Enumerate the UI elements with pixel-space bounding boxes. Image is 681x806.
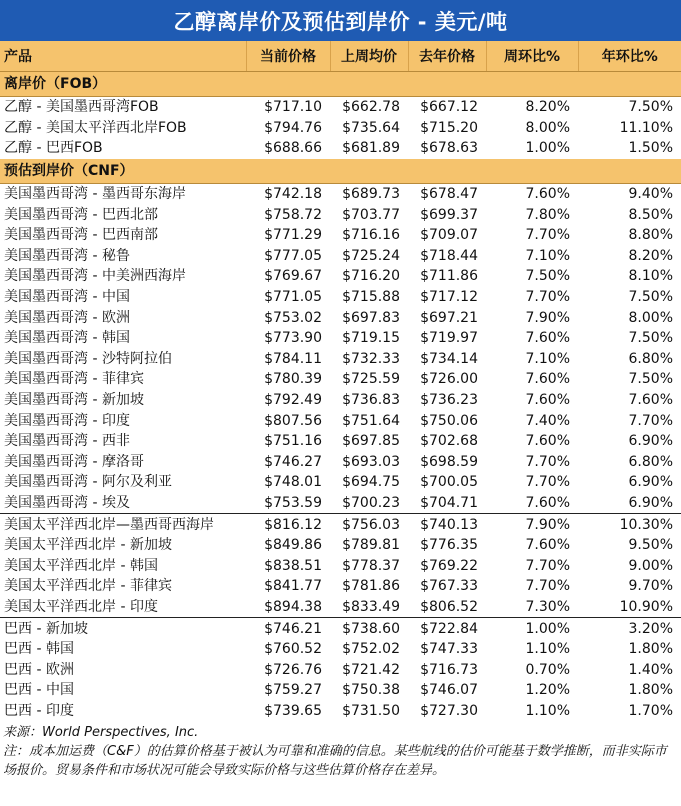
cell-wow-pct: 7.10% [525, 247, 570, 264]
table-row [0, 287, 681, 308]
cell-current-price: $777.05 [264, 247, 322, 264]
cell-last-year-price: $718.44 [420, 247, 478, 264]
cell-product: 美国墨西哥湾 - 墨西哥东海岸 [4, 186, 186, 203]
table-row [0, 369, 681, 390]
cell-current-price: $771.05 [264, 289, 322, 306]
cell-last-week-avg: $662.78 [342, 99, 400, 116]
cell-wow-pct: 7.80% [525, 206, 570, 223]
disclaimer-note: 注：成本加运费（C&F）的估算价格基于被认为可靠和准确的信息。某些航线的估价可能基于数学推断，而非实际市场报价。贸易条件和市场状况可能会导致实际价格与这些估算价格存在差异。 [3, 744, 667, 779]
table-row [0, 246, 681, 267]
cell-last-week-avg: $725.24 [342, 247, 400, 264]
cell-product: 美国墨西哥湾 - 秘鲁 [4, 247, 130, 264]
cell-last-week-avg: $700.23 [342, 494, 400, 511]
cell-wow-pct: 7.60% [525, 537, 570, 554]
cell-yoy-pct: 7.70% [628, 412, 673, 429]
table-row [0, 597, 681, 618]
cell-last-week-avg: $732.33 [342, 350, 400, 367]
table-row [0, 328, 681, 349]
cell-yoy-pct: 6.90% [628, 433, 673, 450]
cell-current-price: $792.49 [264, 392, 322, 409]
cell-yoy-pct: 1.70% [628, 702, 673, 719]
table-row [0, 97, 681, 118]
cell-product: 乙醇 - 美国墨西哥湾FOB [4, 99, 159, 116]
cell-yoy-pct: 7.50% [628, 330, 673, 347]
cell-last-week-avg: $693.03 [342, 453, 400, 470]
cell-last-week-avg: $716.20 [342, 268, 400, 285]
cell-last-week-avg: $750.38 [342, 682, 400, 699]
cell-wow-pct: 7.60% [525, 186, 570, 203]
cell-yoy-pct: 9.00% [628, 557, 673, 574]
footer [0, 721, 681, 780]
cell-last-year-price: $697.21 [420, 309, 478, 326]
cell-wow-pct: 1.10% [525, 641, 570, 658]
cell-last-year-price: $717.12 [420, 289, 478, 306]
table-row [0, 555, 681, 576]
cell-last-week-avg: $751.64 [342, 412, 400, 429]
cell-current-price: $759.27 [264, 682, 322, 699]
cell-yoy-pct: 6.80% [628, 453, 673, 470]
cell-product: 美国墨西哥湾 - 中美洲西海岸 [4, 268, 186, 285]
cell-yoy-pct: 1.80% [628, 682, 673, 699]
cell-last-year-price: $702.68 [420, 433, 478, 450]
cell-last-year-price: $747.33 [420, 641, 478, 658]
cell-wow-pct: 7.10% [525, 350, 570, 367]
cell-product: 美国墨西哥湾 - 欧洲 [4, 309, 130, 326]
cell-wow-pct: 7.70% [525, 227, 570, 244]
cell-yoy-pct: 1.40% [628, 661, 673, 678]
cell-current-price: $753.02 [264, 309, 322, 326]
cell-current-price: $746.27 [264, 453, 322, 470]
cell-product: 美国太平洋西北岸 - 新加坡 [4, 537, 172, 554]
cell-current-price: $841.77 [264, 578, 322, 595]
cell-last-week-avg: $681.89 [342, 140, 400, 157]
cell-wow-pct: 7.70% [525, 557, 570, 574]
cell-product: 美国太平洋西北岸—墨西哥西海岸 [0, 514, 246, 535]
column-header-row [0, 41, 681, 72]
table-row [0, 639, 681, 660]
cell-product: 美国墨西哥湾 - 西非 [4, 433, 130, 450]
cell-wow-pct: 1.00% [525, 140, 570, 157]
cell-last-year-price: $734.14 [420, 350, 478, 367]
cell-last-week-avg: $738.60 [330, 618, 408, 639]
cell-product: 美国墨西哥湾 - 阿尔及利亚 [4, 474, 172, 491]
cell-wow-pct: 0.70% [525, 661, 570, 678]
cell-current-price: $748.01 [264, 474, 322, 491]
section-header-row [0, 159, 681, 184]
cell-current-price: $726.76 [264, 661, 322, 678]
cell-last-week-avg: $756.03 [330, 514, 408, 535]
cell-yoy-pct: 7.50% [628, 99, 673, 116]
cell-product: 美国太平洋西北岸 - 印度 [4, 598, 158, 615]
cell-current-price: $771.29 [264, 227, 322, 244]
table-body [0, 72, 681, 722]
cell-yoy-pct: 7.50% [628, 289, 673, 306]
cell-wow-pct: 7.60% [525, 392, 570, 409]
cell-last-week-avg: $716.16 [342, 227, 400, 244]
table-row [0, 138, 681, 159]
cell-product: 美国墨西哥湾 - 巴西北部 [4, 206, 158, 223]
cell-last-week-avg: $721.42 [342, 661, 400, 678]
cell-yoy-pct: 8.20% [628, 247, 673, 264]
cell-product: 美国墨西哥湾 - 巴西南部 [4, 227, 158, 244]
cell-product: 美国墨西哥湾 - 印度 [4, 412, 130, 429]
cell-current-price: $773.90 [264, 330, 322, 347]
cell-wow-pct: 1.10% [525, 702, 570, 719]
table-row [0, 204, 681, 225]
cell-current-price: $780.39 [264, 371, 322, 388]
cell-product: 乙醇 - 巴西FOB [4, 140, 103, 157]
cell-last-week-avg: $689.73 [342, 186, 400, 203]
cell-product: 巴西 - 韩国 [4, 641, 74, 658]
cell-product: 美国太平洋西北岸 - 韩国 [4, 557, 158, 574]
cell-last-year-price: $699.37 [420, 206, 478, 223]
cell-wow-pct: 7.40% [525, 412, 570, 429]
cell-wow-pct: 8.00% [525, 119, 570, 136]
cell-product: 美国墨西哥湾 - 新加坡 [4, 392, 144, 409]
cell-last-year-price: $806.52 [420, 598, 478, 615]
cell-last-year-price: $767.33 [420, 578, 478, 595]
cell-current-price: $784.11 [264, 350, 322, 367]
cell-last-week-avg: $703.77 [342, 206, 400, 223]
price-table [0, 41, 681, 721]
cell-product: 乙醇 - 美国太平洋西北岸FOB [4, 119, 187, 136]
cell-product: 美国墨西哥湾 - 菲律宾 [4, 371, 144, 388]
table-row [0, 349, 681, 370]
table-row [0, 576, 681, 597]
cell-wow-pct: 1.20% [525, 682, 570, 699]
cell-wow-pct: 7.30% [525, 598, 570, 615]
column-header-yoy-pct: 年环比% [578, 41, 681, 72]
cell-wow-pct: 7.70% [525, 474, 570, 491]
cell-last-week-avg: $725.59 [342, 371, 400, 388]
cell-wow-pct: 7.90% [486, 514, 578, 535]
section-header: 离岸价（FOB） [0, 72, 681, 97]
cell-last-year-price: $750.06 [420, 412, 478, 429]
cell-last-year-price: $711.86 [420, 268, 478, 285]
table-row [0, 225, 681, 246]
cell-current-price: $769.67 [264, 268, 322, 285]
section-header: 预估到岸价（CNF） [0, 159, 681, 184]
cell-wow-pct: 7.60% [525, 330, 570, 347]
table-row [0, 659, 681, 680]
cell-wow-pct: 7.70% [525, 578, 570, 595]
cell-last-week-avg: $736.83 [342, 392, 400, 409]
cell-last-week-avg: $752.02 [342, 641, 400, 658]
cell-yoy-pct: 8.10% [628, 268, 673, 285]
cell-wow-pct: 7.60% [525, 371, 570, 388]
cell-current-price: $742.18 [264, 186, 322, 203]
table-row [0, 514, 681, 535]
cell-last-year-price: $678.63 [420, 140, 478, 157]
cell-last-week-avg: $833.49 [342, 598, 400, 615]
cell-yoy-pct: 6.80% [628, 350, 673, 367]
cell-current-price: $758.72 [264, 206, 322, 223]
cell-yoy-pct: 6.90% [628, 474, 673, 491]
page-title: 乙醇离岸价及预估到岸价 - 美元/吨 [0, 0, 681, 41]
cell-current-price: $717.10 [264, 99, 322, 116]
column-header-last-week-avg: 上周均价 [330, 41, 408, 72]
cell-last-year-price: $709.07 [420, 227, 478, 244]
cell-last-year-price: $698.59 [420, 453, 478, 470]
cell-current-price: $849.86 [264, 537, 322, 554]
cell-yoy-pct: 1.50% [628, 140, 673, 157]
cell-last-year-price: $716.73 [420, 661, 478, 678]
cell-yoy-pct: 7.50% [628, 371, 673, 388]
cell-last-year-price: $700.05 [420, 474, 478, 491]
table-row [0, 410, 681, 431]
cell-product: 美国墨西哥湾 - 韩国 [4, 330, 130, 347]
cell-last-year-price: $736.23 [420, 392, 478, 409]
cell-last-year-price: $727.30 [420, 702, 478, 719]
cell-wow-pct: 7.60% [525, 494, 570, 511]
cell-wow-pct: 7.90% [525, 309, 570, 326]
cell-product: 巴西 - 中国 [4, 682, 74, 699]
cell-yoy-pct: 11.10% [619, 119, 673, 136]
cell-last-year-price: $704.71 [420, 494, 478, 511]
cell-wow-pct: 8.20% [525, 99, 570, 116]
cell-current-price: $688.66 [264, 140, 322, 157]
cell-product: 巴西 - 新加坡 [0, 618, 246, 639]
cell-product: 美国墨西哥湾 - 埃及 [4, 494, 130, 511]
cell-product: 巴西 - 欧洲 [4, 661, 74, 678]
cell-last-year-price: $746.07 [420, 682, 478, 699]
cell-last-year-price: $722.84 [408, 618, 486, 639]
table-row [0, 535, 681, 556]
table-row [0, 472, 681, 493]
table-row [0, 390, 681, 411]
cell-current-price: $751.16 [264, 433, 322, 450]
cell-last-week-avg: $789.81 [342, 537, 400, 554]
cell-current-price: $739.65 [264, 702, 322, 719]
cell-wow-pct: 1.00% [486, 618, 578, 639]
cell-yoy-pct: 7.60% [628, 392, 673, 409]
cell-last-year-price: $678.47 [420, 186, 478, 203]
cell-wow-pct: 7.70% [525, 453, 570, 470]
cell-current-price: $807.56 [264, 412, 322, 429]
cell-last-week-avg: $719.15 [342, 330, 400, 347]
table-row [0, 431, 681, 452]
cell-last-week-avg: $731.50 [342, 702, 400, 719]
cell-last-year-price: $769.22 [420, 557, 478, 574]
cell-last-week-avg: $778.37 [342, 557, 400, 574]
cell-product: 美国墨西哥湾 - 沙特阿拉伯 [4, 350, 172, 367]
cell-yoy-pct: 9.70% [628, 578, 673, 595]
cell-yoy-pct: 3.20% [578, 618, 681, 639]
cell-yoy-pct: 10.90% [619, 598, 673, 615]
cell-yoy-pct: 8.80% [628, 227, 673, 244]
cell-last-year-price: $726.00 [420, 371, 478, 388]
cell-product: 美国墨西哥湾 - 中国 [4, 289, 130, 306]
cell-yoy-pct: 8.50% [628, 206, 673, 223]
cell-last-year-price: $667.12 [420, 99, 478, 116]
table-row [0, 493, 681, 514]
column-header-product: 产品 [0, 41, 246, 72]
source-note: 来源：World Perspectives, Inc. [3, 725, 199, 741]
cell-last-year-price: $715.20 [420, 119, 478, 136]
table-row [0, 701, 681, 722]
column-header-wow-pct: 周环比% [486, 41, 578, 72]
table-row [0, 680, 681, 701]
table-row [0, 618, 681, 639]
cell-yoy-pct: 9.40% [628, 186, 673, 203]
table-row [0, 183, 681, 204]
cell-product: 美国墨西哥湾 - 摩洛哥 [4, 453, 144, 470]
cell-last-week-avg: $715.88 [342, 289, 400, 306]
cell-yoy-pct: 6.90% [628, 494, 673, 511]
cell-last-week-avg: $781.86 [342, 578, 400, 595]
cell-yoy-pct: 1.80% [628, 641, 673, 658]
cell-last-year-price: $740.13 [408, 514, 486, 535]
column-header-last-year-price: 去年价格 [408, 41, 486, 72]
cell-wow-pct: 7.60% [525, 433, 570, 450]
column-header-current-price: 当前价格 [246, 41, 330, 72]
cell-last-year-price: $776.35 [420, 537, 478, 554]
cell-product: 巴西 - 印度 [4, 702, 74, 719]
cell-current-price: $753.59 [264, 494, 322, 511]
table-row [0, 452, 681, 473]
cell-wow-pct: 7.70% [525, 289, 570, 306]
cell-current-price: $894.38 [264, 598, 322, 615]
cell-last-week-avg: $735.64 [342, 119, 400, 136]
cell-yoy-pct: 8.00% [628, 309, 673, 326]
cell-yoy-pct: 10.30% [578, 514, 681, 535]
cell-current-price: $816.12 [246, 514, 330, 535]
cell-product: 美国太平洋西北岸 - 菲律宾 [4, 578, 172, 595]
table-row [0, 307, 681, 328]
cell-wow-pct: 7.50% [525, 268, 570, 285]
cell-last-week-avg: $694.75 [342, 474, 400, 491]
cell-current-price: $794.76 [264, 119, 322, 136]
cell-last-week-avg: $697.83 [342, 309, 400, 326]
section-header-row [0, 72, 681, 97]
cell-yoy-pct: 9.50% [628, 537, 673, 554]
cell-last-year-price: $719.97 [420, 330, 478, 347]
cell-current-price: $838.51 [264, 557, 322, 574]
cell-current-price: $746.21 [246, 618, 330, 639]
table-row [0, 266, 681, 287]
cell-last-week-avg: $697.85 [342, 433, 400, 450]
table-row [0, 118, 681, 139]
cell-current-price: $760.52 [264, 641, 322, 658]
